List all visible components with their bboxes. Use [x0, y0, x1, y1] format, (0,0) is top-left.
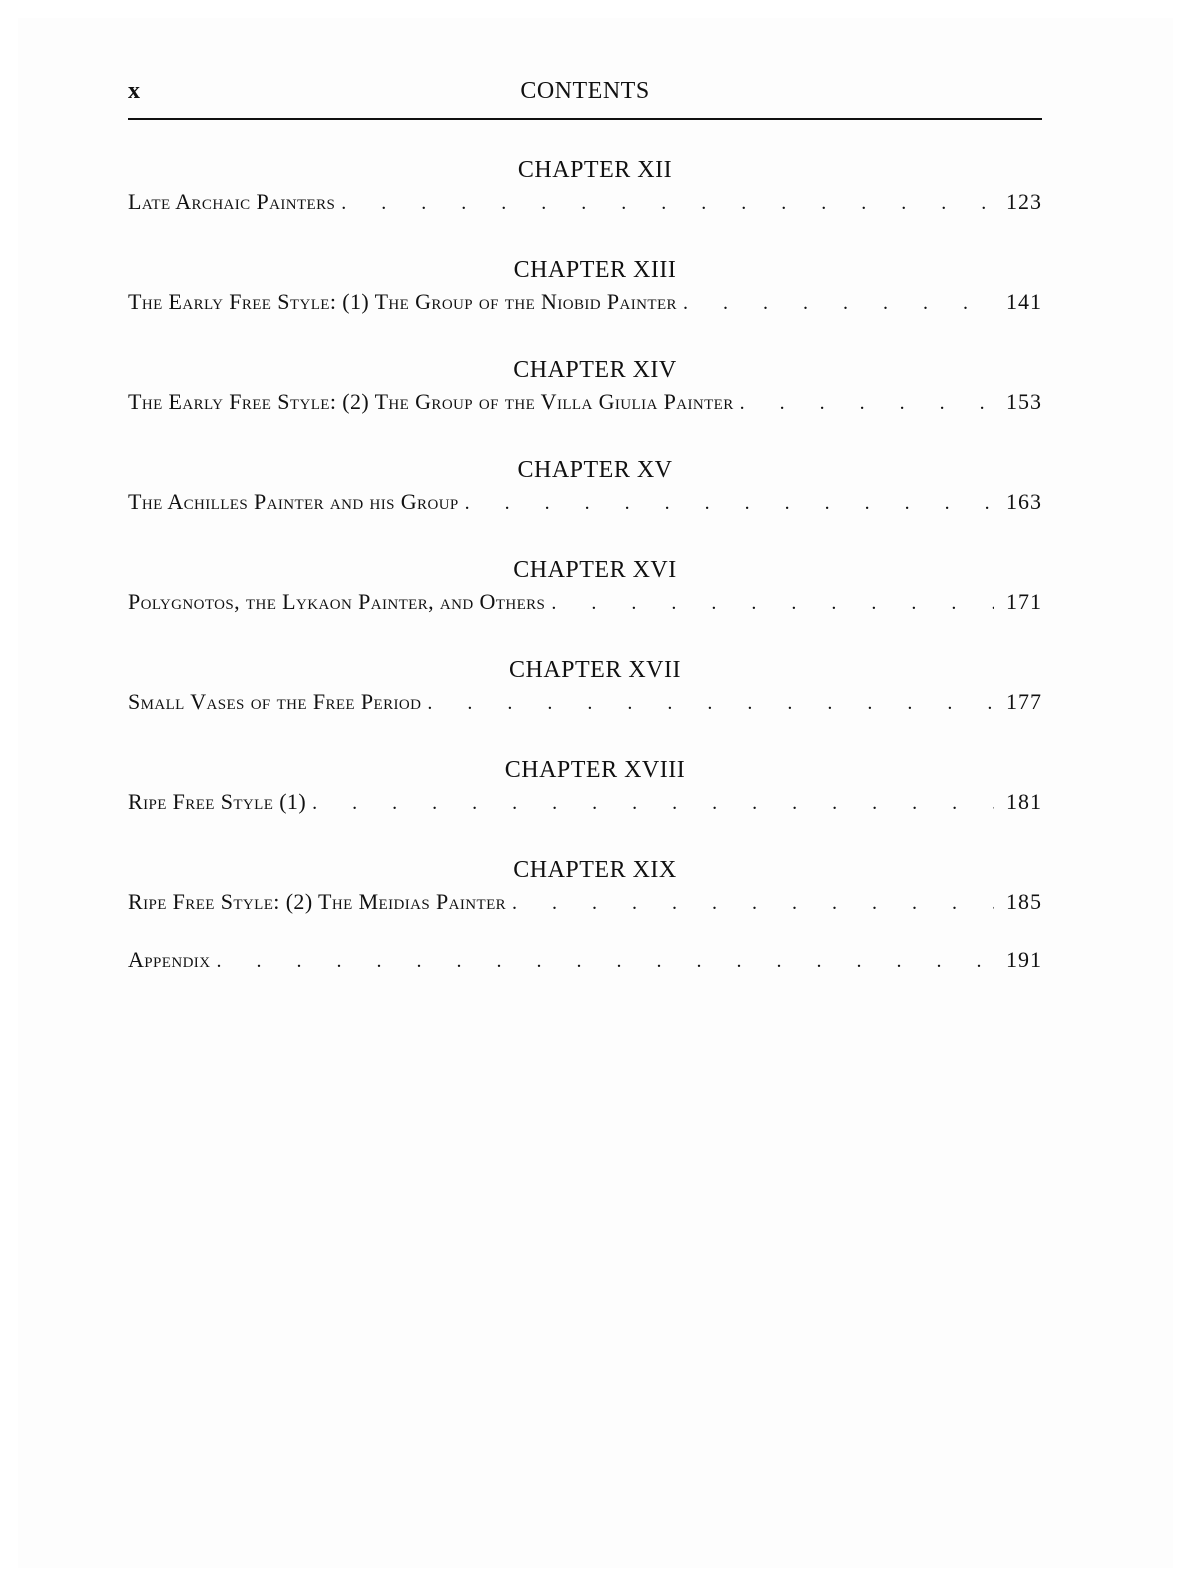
chapter-heading: CHAPTER XV: [517, 457, 673, 483]
toc-entry-chapter-xix: [128, 855, 1042, 919]
toc-entry-chapter-xv: [128, 455, 1042, 519]
toc-entry-chapter-xviii: [128, 755, 1042, 819]
chapter-title: Late Archaic Painters: [128, 189, 336, 214]
chapter-heading: CHAPTER XII: [517, 157, 673, 183]
dot-leader: [312, 786, 994, 820]
chapter-title: The Early Free Style: (2) The Group of the Villa Giulia Painter: [128, 389, 734, 414]
page-header: [128, 78, 1042, 120]
toc-entry-chapter-xii: [128, 155, 1042, 219]
chapter-heading: CHAPTER XIX: [513, 857, 677, 883]
toc-entry-chapter-xiii: [128, 255, 1042, 319]
page-ref: 185: [1006, 889, 1042, 914]
dot-leader: [740, 386, 994, 420]
chapter-heading: CHAPTER XVIII: [504, 757, 686, 783]
page-ref: 141: [1006, 289, 1042, 314]
page-ref: 123: [1006, 189, 1042, 214]
dot-leader: [465, 486, 994, 520]
toc-entry-chapter-xvii: [128, 655, 1042, 719]
toc-line[interactable]: [128, 185, 1042, 219]
table-of-contents: [128, 155, 1042, 977]
page-number: x: [128, 78, 141, 104]
toc-entry-chapter-xvi: [128, 555, 1042, 619]
chapter-heading: CHAPTER XIII: [513, 257, 677, 283]
toc-line[interactable]: [128, 285, 1042, 319]
toc-line[interactable]: [128, 943, 1042, 977]
dot-leader: [216, 944, 994, 978]
toc-entry-appendix: [128, 943, 1042, 977]
page-ref: 163: [1006, 489, 1042, 514]
toc-entry-chapter-xiv: [128, 355, 1042, 419]
chapter-title: The Achilles Painter and his Group: [128, 489, 459, 514]
running-title: CONTENTS: [520, 78, 650, 104]
chapter-title: Polygnotos, the Lykaon Painter, and Others: [128, 589, 546, 614]
toc-line[interactable]: [128, 385, 1042, 419]
toc-line[interactable]: [128, 685, 1042, 719]
dot-leader: [512, 886, 994, 920]
chapter-heading: CHAPTER XVI: [513, 557, 677, 583]
header-rule: [128, 118, 1042, 120]
dot-leader: [341, 186, 994, 220]
dot-leader: [427, 686, 994, 720]
page-ref: 153: [1006, 389, 1042, 414]
chapter-title: Ripe Free Style (1): [128, 789, 307, 814]
chapter-heading: CHAPTER XIV: [513, 357, 677, 383]
chapter-heading: CHAPTER XVII: [509, 657, 681, 683]
page-ref: 181: [1006, 789, 1042, 814]
toc-line[interactable]: [128, 885, 1042, 919]
toc-line[interactable]: [128, 785, 1042, 819]
dot-leader: [551, 586, 994, 620]
chapter-title: Small Vases of the Free Period: [128, 689, 422, 714]
toc-line[interactable]: [128, 485, 1042, 519]
page-ref: 191: [1006, 947, 1042, 972]
appendix-title: Appendix: [128, 947, 211, 972]
dot-leader: [683, 286, 994, 320]
toc-line[interactable]: [128, 585, 1042, 619]
page-ref: 177: [1006, 689, 1042, 714]
chapter-title: The Early Free Style: (1) The Group of the Niobid Painter: [128, 289, 677, 314]
chapter-title: Ripe Free Style: (2) The Meidias Painter: [128, 889, 507, 914]
page-ref: 171: [1006, 589, 1042, 614]
